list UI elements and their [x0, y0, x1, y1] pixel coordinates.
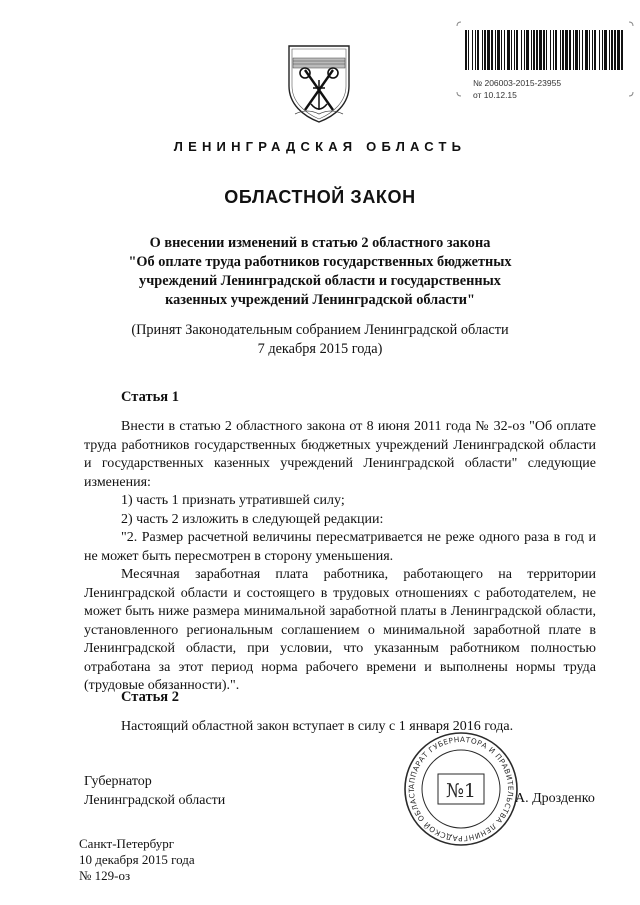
barcode-bar: [617, 30, 620, 70]
law-title-line: казенных учреждений Ленинградской области": [165, 292, 475, 308]
governor-title-line: Губернатор: [84, 774, 152, 789]
article-1-body: [84, 418, 596, 696]
barcode-bar: [472, 30, 473, 70]
barcode-bar: [484, 30, 486, 70]
barcode-bar: [531, 30, 532, 70]
article-1-paragraph: 2) часть 2 изложить в следующей редакции:: [121, 511, 384, 527]
law-title-line: "Об оплате труда работников государственных бюджетных: [128, 254, 512, 270]
article-1-paragraph: Месячная заработная плата работника, работающего на территории Ленинградской области и состоящего в трудовых отношениях с работодателем, не может быть ниже размера минимальной заработной платы в Ленинградской области, установленного региональным соглашением о минимальной заработной плате в Ленинградской области, при условии, что указанным работником полностью отработана за этот период норма рабочего времени и выполнены нормы труда (трудовые обязанности).".: [84, 567, 596, 693]
registration-number: № 206003-2015-23955: [473, 78, 562, 88]
adoption-note: [80, 321, 560, 359]
barcode-bar: [609, 30, 610, 70]
barcode-bar: [475, 30, 476, 70]
article-1-paragraph: 1) часть 1 признать утратившей силу;: [121, 493, 345, 508]
law-date: 10 декабря 2015 года: [79, 852, 195, 867]
barcode-bar: [569, 30, 571, 70]
barcode-bar: [501, 30, 502, 70]
barcode-bar: [497, 30, 500, 70]
barcode-bar: [553, 30, 554, 70]
governor-title-line: Ленинградской области: [84, 793, 226, 808]
barcode-bar: [536, 30, 538, 70]
law-title-line: учреждений Ленинградской области и государственных: [139, 273, 501, 289]
barcode-bar: [604, 30, 607, 70]
registration-barcode-stamp: [455, 20, 635, 98]
barcode-bar: [507, 30, 510, 70]
registration-date: от 10.12.15: [473, 90, 517, 100]
article-2-heading: Статья 2: [121, 689, 179, 705]
barcode-bar: [582, 30, 583, 70]
barcode-bar: [575, 30, 578, 70]
barcode-bar: [468, 30, 469, 70]
barcode-bar: [514, 30, 515, 70]
barcode-bar: [614, 30, 616, 70]
barcode-bar: [579, 30, 580, 70]
official-seal: [402, 730, 520, 848]
adoption-note-line: (Принят Законодательным собранием Ленинградской области: [131, 322, 509, 338]
adoption-note-line: 7 декабря 2015 года): [257, 341, 383, 357]
barcode-bar: [589, 30, 590, 70]
barcode-bar: [555, 30, 557, 70]
barcode-bar: [599, 30, 600, 70]
barcode-bar: [560, 30, 561, 70]
barcode-bar: [611, 30, 613, 70]
barcode-bar: [546, 30, 547, 70]
barcode-bar: [524, 30, 525, 70]
law-type-heading: ОБЛАСТНОЙ ЗАКОН: [224, 187, 416, 207]
barcode-bar: [594, 30, 596, 70]
barcode-bar: [487, 30, 490, 70]
place-date-number: [79, 836, 195, 884]
barcode-bar: [573, 30, 574, 70]
barcode-bar: [533, 30, 535, 70]
barcode-bar: [539, 30, 542, 70]
law-title-line: О внесении изменений в статью 2 областного закона: [149, 235, 491, 251]
law-title: [80, 234, 560, 310]
article-2-paragraph: Настоящий областной закон вступает в силу с 1 января 2016 года.: [121, 719, 514, 734]
barcode-bar: [602, 30, 603, 70]
barcode-bar: [550, 30, 551, 70]
barcode-bar: [562, 30, 564, 70]
region-heading: ЛЕНИНГРАДСКАЯ ОБЛАСТЬ: [173, 139, 467, 154]
barcode-bar: [482, 30, 483, 70]
seal-center-number: №1: [445, 780, 477, 802]
barcode-bar: [477, 30, 479, 70]
barcode-bar: [516, 30, 518, 70]
coat-of-arms-emblem: [283, 40, 355, 124]
seal-ring-text: АППАРАТ ГУБЕРНАТОРА И ПРАВИТЕЛЬСТВА ЛЕНИНГРАДСКОЙ ОБЛАСТ: [406, 734, 516, 844]
barcode-icon: [463, 30, 627, 74]
barcode-bar: [543, 30, 545, 70]
article-1-heading: Статья 1: [121, 389, 179, 405]
barcode-bar: [495, 30, 496, 70]
barcode-bar: [491, 30, 493, 70]
article-1-paragraph: Внести в статью 2 областного закона от 8 июня 2011 года № 32-оз "Об оплате труда работников государственных бюджетных учреждений Ленинградской области и государственных казенных учреждений Ленинградской области" следующие изменения:: [84, 419, 596, 490]
place-city: Санкт-Петербург: [79, 836, 175, 851]
barcode-bar: [511, 30, 512, 70]
barcode-bar: [565, 30, 568, 70]
barcode-bar: [621, 30, 623, 70]
barcode-bar: [521, 30, 522, 70]
barcode-bar: [465, 30, 467, 70]
barcode-bar: [592, 30, 593, 70]
governor-title: [84, 772, 225, 810]
barcode-bar: [526, 30, 529, 70]
article-1-paragraph: "2. Размер расчетной величины пересматривается не реже одного раза в год и не может быть пересмотрен в сторону уменьшения.: [84, 530, 596, 564]
governor-name: А. Дрозденко: [515, 791, 595, 806]
barcode-bar: [504, 30, 505, 70]
law-number: № 129-оз: [79, 868, 131, 883]
barcode-bar: [585, 30, 588, 70]
